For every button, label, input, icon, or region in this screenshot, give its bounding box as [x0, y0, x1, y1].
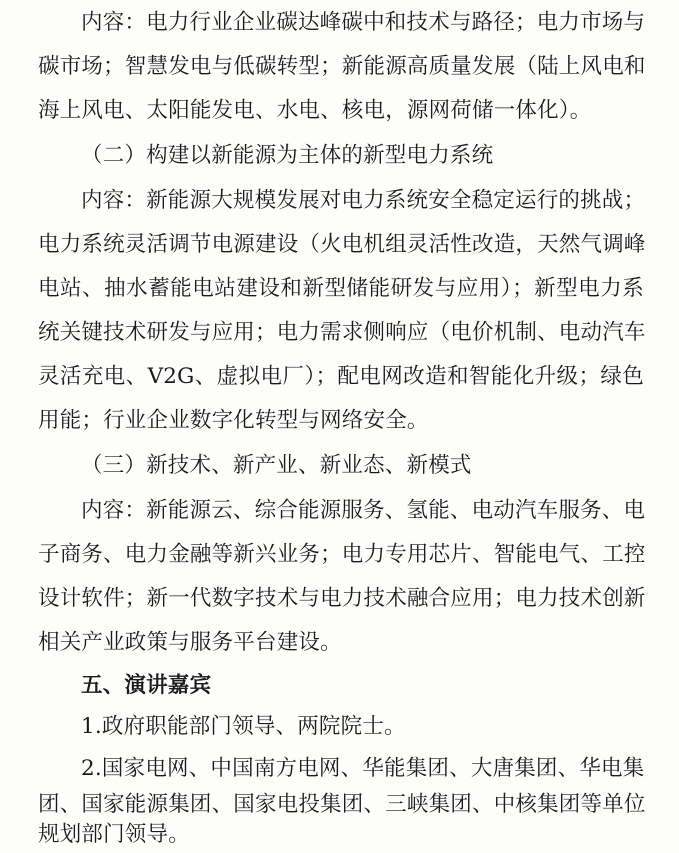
section-heading-2: （二）构建以新能源为主体的新型电力系统: [81, 143, 494, 168]
paragraph-line: 电站、抽水蓄能电站建设和新型储能研发与应用）；新型电力系: [38, 276, 644, 301]
section-heading-3: （三）新技术、新产业、新业态、新模式: [81, 453, 472, 478]
paragraph-line: 电力系统灵活调节电源建设（火电机组灵活性改造，天然气调峰: [38, 232, 646, 257]
paragraph-line: 统关键技术研发与应用；电力需求侧响应（电价机制、电动汽车: [38, 320, 646, 345]
paragraph-line: 相关产业政策与服务平台建设。: [38, 630, 342, 655]
list-item: 2.国家电网、中国南方电网、华能集团、大唐集团、华电集: [81, 756, 645, 781]
paragraph-line: 海上风电、太阳能发电、水电、核电，源网荷储一体化）。: [38, 98, 592, 123]
section-heading-5: 五、演讲嘉宾: [81, 673, 212, 698]
paragraph-line: 内容：电力行业企业碳达峰碳中和技术与路径；电力市场与: [81, 10, 646, 35]
paragraph-line: 设计软件；新一代数字技术与电力技术融合应用；电力技术创新: [38, 586, 646, 611]
paragraph-line: 用能；行业企业数字化转型与网络安全。: [38, 408, 429, 433]
paragraph-line: 团、国家能源集团、国家电投集团、三峡集团、中核集团等单位: [38, 792, 646, 817]
paragraph-line: 子商务、电力金融等新兴业务；电力专用芯片、智能电气、工控: [38, 542, 646, 567]
paragraph-line: 碳市场；智慧发电与低碳转型；新能源高质量发展（陆上风电和: [38, 54, 646, 79]
paragraph-line: 灵活充电、V2G、虚拟电厂）；配电网改造和智能化升级；绿色: [38, 364, 644, 389]
paragraph-line: 内容：新能源云、综合能源服务、氢能、电动汽车服务、电: [81, 498, 646, 523]
paragraph-line: 内容：新能源大规模发展对电力系统安全稳定运行的挑战；: [81, 188, 646, 213]
list-item: 1.政府职能部门领导、两院院士。: [81, 714, 406, 739]
paragraph-line: 规划部门领导。: [38, 822, 190, 847]
